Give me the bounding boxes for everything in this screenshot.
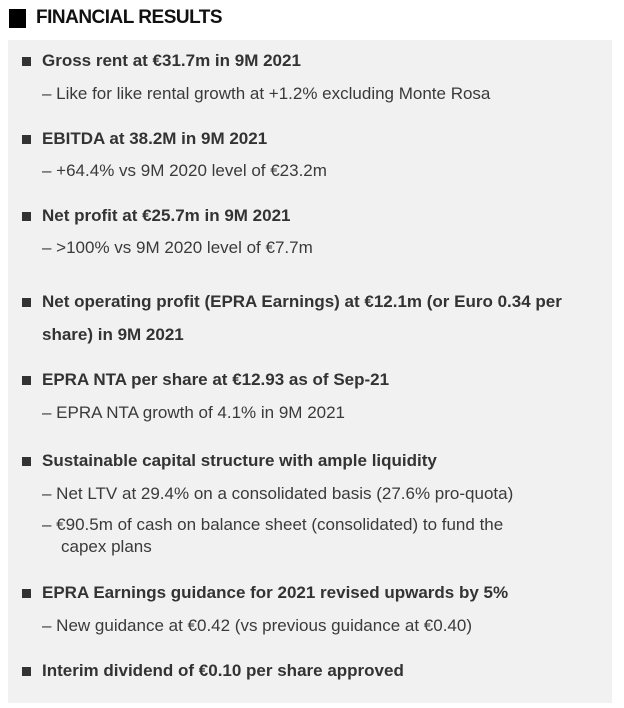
item-title: EPRA Earnings guidance for 2021 revised upwards by 5% <box>42 583 509 602</box>
bullet-icon <box>22 212 31 221</box>
item-title: Gross rent at €31.7m in 9M 2021 <box>42 51 301 70</box>
header-square-icon <box>9 9 26 28</box>
item-sub: – Like for like rental growth at +1.2% excluding Monte Rosa <box>42 84 491 103</box>
section-title: FINANCIAL RESULTS <box>36 7 223 28</box>
bullet-icon <box>22 589 31 598</box>
item-title: EPRA NTA per share at €12.93 as of Sep-21 <box>42 370 390 389</box>
item-sub: – New guidance at €0.42 (vs previous guidance at €0.40) <box>42 616 472 635</box>
bullet-icon <box>22 57 31 66</box>
item-title-cont: share) in 9M 2021 <box>42 325 184 344</box>
bullet-icon <box>22 135 31 144</box>
item-sub: – >100% vs 9M 2020 level of €7.7m <box>42 238 313 257</box>
item-sub: – Net LTV at 29.4% on a consolidated basis (27.6% pro-quota) <box>42 484 514 503</box>
bullet-icon <box>22 667 31 676</box>
bullet-icon <box>22 457 31 466</box>
item-sub: – EPRA NTA growth of 4.1% in 9M 2021 <box>42 403 346 422</box>
item-title: Net operating profit (EPRA Earnings) at €12.1m (or Euro 0.34 per <box>42 292 562 311</box>
item-title: EBITDA at 38.2M in 9M 2021 <box>42 129 268 148</box>
section-header <box>9 6 222 30</box>
item-title: Interim dividend of €0.10 per share approved <box>42 661 404 680</box>
bullet-icon <box>22 298 31 307</box>
item-title: Net profit at €25.7m in 9M 2021 <box>42 206 291 225</box>
item-sub: – €90.5m of cash on balance sheet (consolidated) to fund the <box>42 515 504 534</box>
bullet-icon <box>22 376 31 385</box>
item-sub: – +64.4% vs 9M 2020 level of €23.2m <box>42 161 327 180</box>
item-title: Sustainable capital structure with ample liquidity <box>42 451 437 470</box>
item-sub-cont: capex plans <box>61 537 152 556</box>
